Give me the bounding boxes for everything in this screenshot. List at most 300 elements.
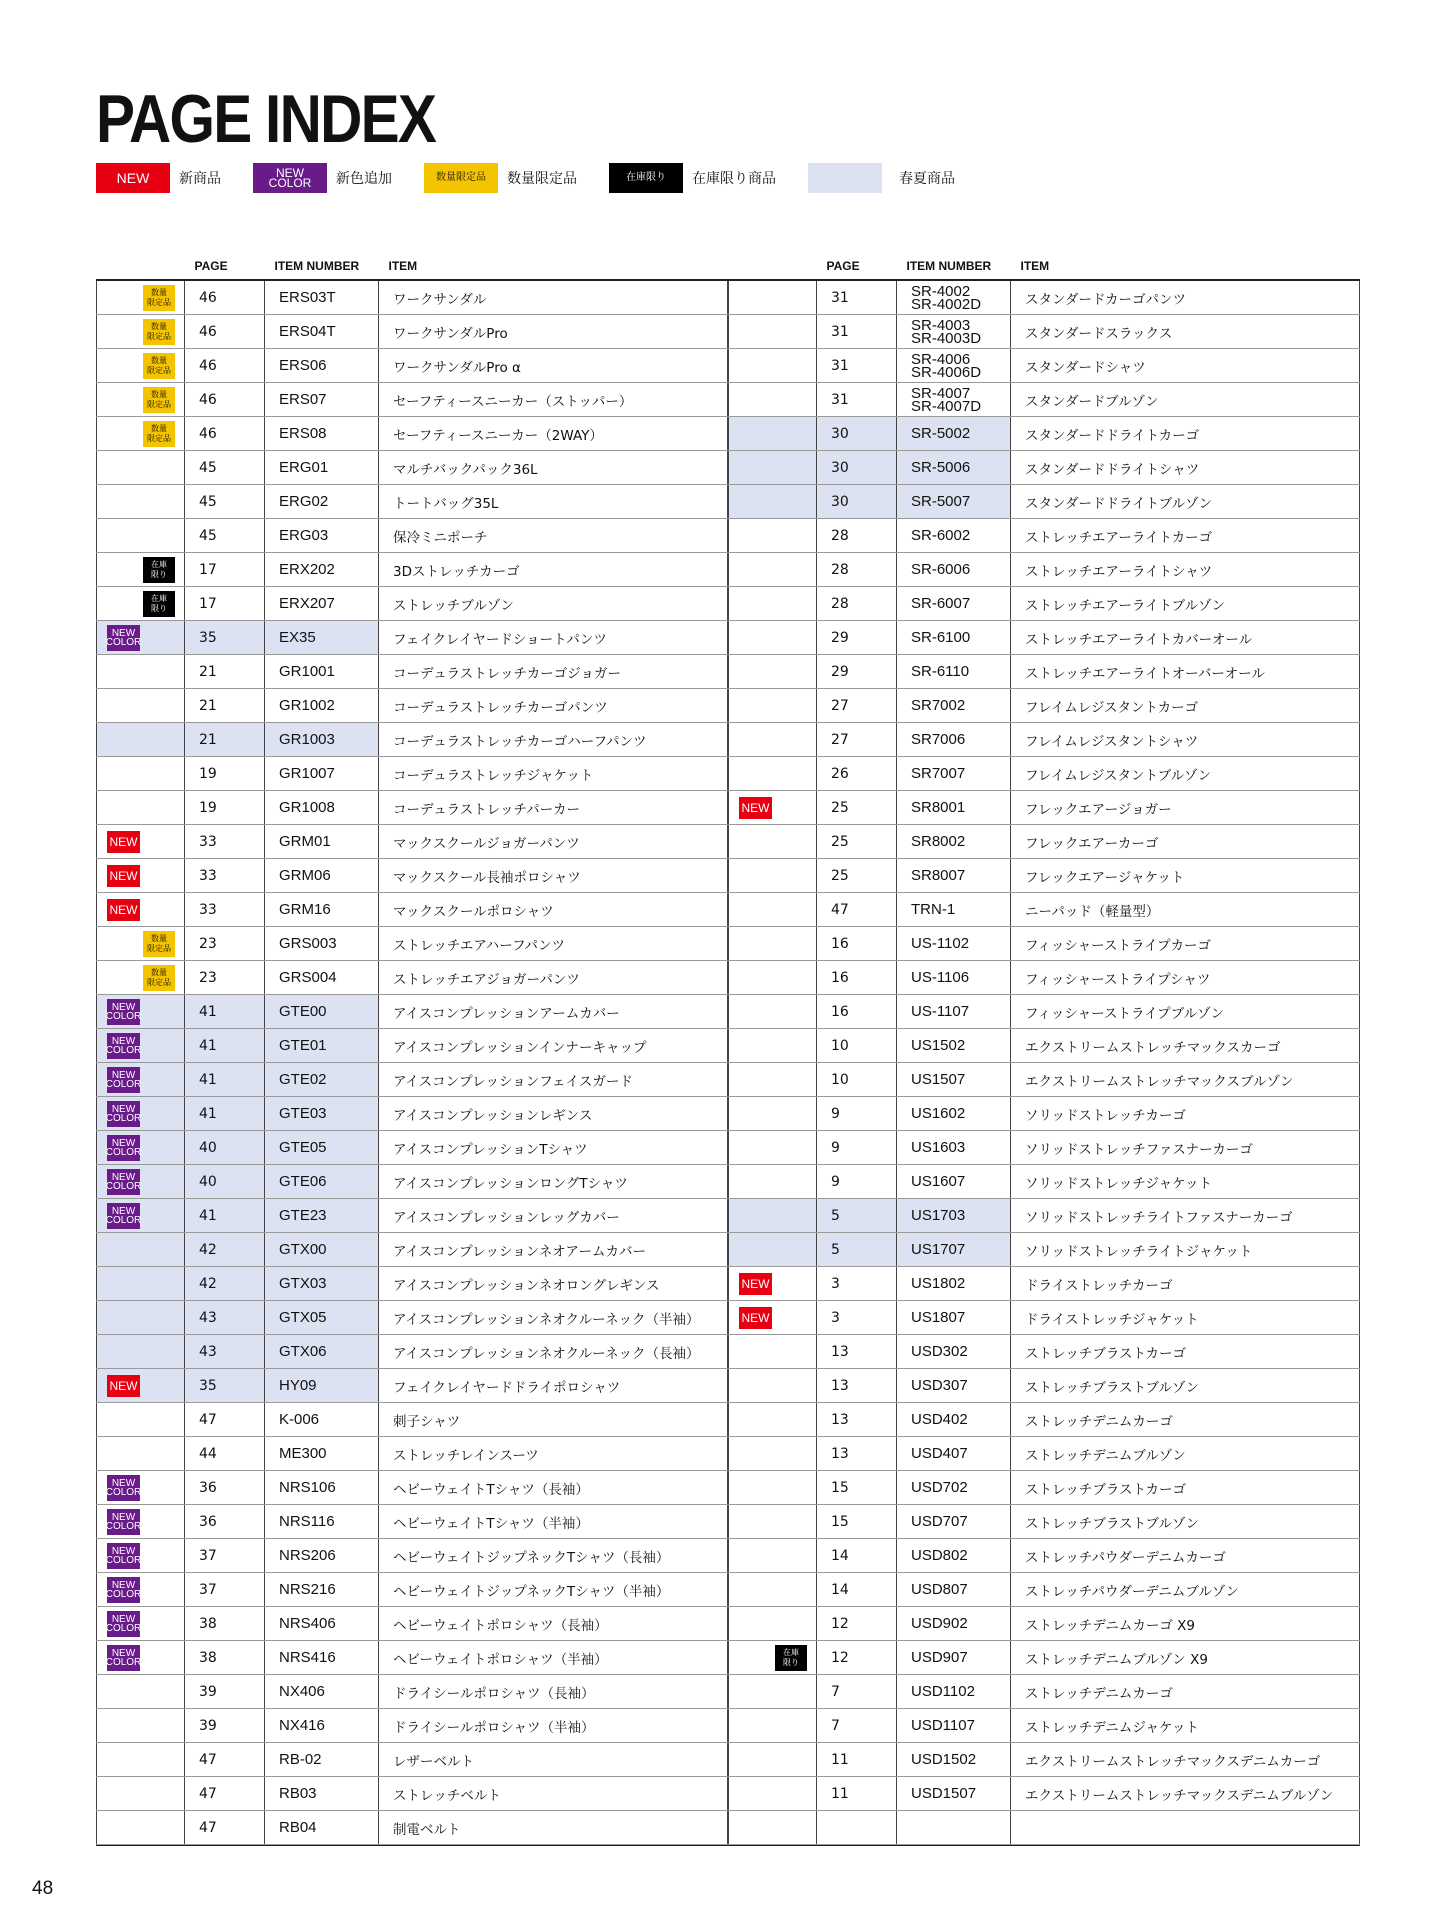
- badge-cell: [729, 451, 817, 485]
- item-number-cell: GRS004: [265, 961, 379, 995]
- item-number-cell: USD1502: [897, 1743, 1011, 1777]
- table-row: [729, 859, 1360, 893]
- page-cell: 12: [817, 1641, 897, 1675]
- badge-cell: [729, 621, 817, 655]
- item-number-cell: US-1107: [897, 995, 1011, 1029]
- badge-cell: [97, 791, 185, 825]
- item-number-cell: ERS03T: [265, 280, 379, 315]
- item-number-cell: GTX06: [265, 1335, 379, 1369]
- page-cell: 21: [185, 723, 265, 757]
- badge-cell: [729, 1573, 817, 1607]
- table-row: [97, 689, 728, 723]
- item-name-cell: ストレッチデニムブルゾン: [1011, 1437, 1360, 1471]
- table-row: [97, 1471, 728, 1505]
- item-number-cell: SR7007: [897, 757, 1011, 791]
- table-header-row: [97, 252, 728, 280]
- badge-cell: [97, 553, 185, 587]
- item-number-cell: NRS416: [265, 1641, 379, 1675]
- item-number-alt: SR-4002D: [911, 295, 982, 313]
- item-number-cell: USD907: [897, 1641, 1011, 1675]
- item-name-cell: ストレッチブラストカーゴ: [1011, 1471, 1360, 1505]
- item-name-cell: アイスコンプレッションネオクルーネック（半袖）: [379, 1301, 728, 1335]
- page-cell: 15: [817, 1471, 897, 1505]
- badge-cell: [729, 1607, 817, 1641]
- item-name-cell: コーデュラストレッチカーゴジョガー: [379, 655, 728, 689]
- item-number-cell: SR-6100: [897, 621, 1011, 655]
- page-cell: 30: [817, 451, 897, 485]
- badge-cell: [97, 1063, 185, 1097]
- badge-cell: [729, 1641, 817, 1675]
- item-name-cell: ストレッチデニムカーゴ: [1011, 1675, 1360, 1709]
- item-number-cell: USD707: [897, 1505, 1011, 1539]
- badge-cell: [97, 417, 185, 451]
- newcolor-badge: NEW COLOR: [107, 1611, 140, 1637]
- table-row: [729, 1097, 1360, 1131]
- item-number-cell: US1602: [897, 1097, 1011, 1131]
- item-name-cell: ソリッドストレッチライトジャケット: [1011, 1233, 1360, 1267]
- item-number-cell: ERG02: [265, 485, 379, 519]
- page-cell: 19: [185, 757, 265, 791]
- new-badge: NEW: [107, 1375, 140, 1397]
- item-number-cell: ERS08: [265, 417, 379, 451]
- item-number-cell: GTE01: [265, 1029, 379, 1063]
- item-name-cell: ドライシールポロシャツ（長袖）: [379, 1675, 728, 1709]
- header-badge: [97, 252, 185, 280]
- item-number-cell: US1802: [897, 1267, 1011, 1301]
- badge-cell: [97, 1539, 185, 1573]
- item-name-cell: フェイクレイヤードドライポロシャツ: [379, 1369, 728, 1403]
- page-cell: 11: [817, 1743, 897, 1777]
- page-cell: 27: [817, 723, 897, 757]
- newcolor-badge: NEW COLOR: [107, 625, 140, 651]
- table-row: [97, 893, 728, 927]
- table-row: [729, 1811, 1360, 1845]
- item-name-cell: ヘビーウェイトジップネックTシャツ（長袖）: [379, 1539, 728, 1573]
- item-number-cell: SR-6002: [897, 519, 1011, 553]
- item-number-cell: US1607: [897, 1165, 1011, 1199]
- item-number-cell: USD702: [897, 1471, 1011, 1505]
- table-row: [729, 655, 1360, 689]
- page-cell: 47: [185, 1743, 265, 1777]
- item-number-cell: GTE23: [265, 1199, 379, 1233]
- page-cell: 11: [817, 1777, 897, 1811]
- new-color-badge: NEW COLOR: [253, 163, 327, 193]
- table-row: [97, 961, 728, 995]
- badge-cell: [97, 1607, 185, 1641]
- header-item: ITEM: [1011, 252, 1360, 280]
- item-name-cell: ストレッチパウダーデニムカーゴ: [1011, 1539, 1360, 1573]
- newcolor-badge: NEW COLOR: [107, 1543, 140, 1569]
- item-number-cell: ERS07: [265, 383, 379, 417]
- badge-cell: [729, 1199, 817, 1233]
- table-row: [729, 1437, 1360, 1471]
- newcolor-badge: NEW COLOR: [107, 1475, 140, 1501]
- page-cell: 15: [817, 1505, 897, 1539]
- badge-cell: [729, 1369, 817, 1403]
- table-row: [97, 315, 728, 349]
- stock-badge: 在庫 限り: [775, 1645, 807, 1671]
- badge-cell: [729, 825, 817, 859]
- item-name-cell: ストレッチブラストブルゾン: [1011, 1505, 1360, 1539]
- badge-cell: [97, 893, 185, 927]
- item-number-cell: NRS206: [265, 1539, 379, 1573]
- page-cell: 36: [185, 1471, 265, 1505]
- item-number-cell: RB04: [265, 1811, 379, 1845]
- table-row: [97, 1505, 728, 1539]
- page-cell: 41: [185, 1097, 265, 1131]
- table-row: [97, 1437, 728, 1471]
- table-row: [729, 349, 1360, 383]
- table-row: [97, 655, 728, 689]
- limited-badge: 数量限定品: [424, 163, 498, 193]
- page-cell: 31: [817, 280, 897, 315]
- page-cell: 5: [817, 1233, 897, 1267]
- item-name-cell: [1011, 1811, 1360, 1845]
- table-row: [97, 621, 728, 655]
- item-number-cell: USD1507: [897, 1777, 1011, 1811]
- item-name-cell: スタンダードカーゴパンツ: [1011, 280, 1360, 315]
- badge-cell: [729, 1777, 817, 1811]
- page-cell: 16: [817, 927, 897, 961]
- page-cell: 3: [817, 1267, 897, 1301]
- table-row: [729, 1267, 1360, 1301]
- item-name-cell: フィッシャーストライプカーゴ: [1011, 927, 1360, 961]
- item-name-cell: ソリッドストレッチライトファスナーカーゴ: [1011, 1199, 1360, 1233]
- item-name-cell: ヘビーウェイトポロシャツ（長袖）: [379, 1607, 728, 1641]
- newcolor-badge: NEW COLOR: [107, 1135, 140, 1161]
- badge-cell: [97, 1709, 185, 1743]
- page-cell: 37: [185, 1539, 265, 1573]
- page-cell: [817, 1811, 897, 1845]
- item-name-cell: ニーパッド（軽量型）: [1011, 893, 1360, 927]
- item-name-cell: コーデュラストレッチカーゴハーフパンツ: [379, 723, 728, 757]
- badge-cell: [729, 1131, 817, 1165]
- legend-label: 新商品: [179, 171, 221, 187]
- item-number-cell: SR-6007: [897, 587, 1011, 621]
- limited-badge: 数量 限定品: [143, 931, 175, 957]
- item-number-cell: [897, 315, 1011, 349]
- item-name-cell: ワークサンダルPro α: [379, 349, 728, 383]
- table-row: [97, 825, 728, 859]
- item-number-cell: GR1003: [265, 723, 379, 757]
- legend-label: 新色追加: [336, 171, 392, 187]
- table-row: [97, 1233, 728, 1267]
- item-number-cell: USD1107: [897, 1709, 1011, 1743]
- table-row: [97, 1029, 728, 1063]
- table-row: [729, 1029, 1360, 1063]
- table-row: [97, 1301, 728, 1335]
- item-name-cell: ドライストレッチカーゴ: [1011, 1267, 1360, 1301]
- table-row: [729, 519, 1360, 553]
- item-number-cell: GTE05: [265, 1131, 379, 1165]
- item-number-alt: SR-4003D: [911, 329, 982, 347]
- item-name-cell: アイスコンプレッションレッグカバー: [379, 1199, 728, 1233]
- index-table-left: [96, 252, 728, 1845]
- item-name-cell: アイスコンプレッションネオアームカバー: [379, 1233, 728, 1267]
- item-number-cell: USD302: [897, 1335, 1011, 1369]
- page-cell: 14: [817, 1539, 897, 1573]
- page-cell: 45: [185, 485, 265, 519]
- item-name-cell: ソリッドストレッチカーゴ: [1011, 1097, 1360, 1131]
- item-name-cell: スタンダードシャツ: [1011, 349, 1360, 383]
- new-badge: NEW: [107, 831, 140, 853]
- item-name-cell: 刺子シャツ: [379, 1403, 728, 1437]
- item-name-cell: ストレッチブラストブルゾン: [1011, 1369, 1360, 1403]
- badge-cell: [729, 1233, 817, 1267]
- badge-cell: [97, 1131, 185, 1165]
- table-row: [97, 553, 728, 587]
- item-name-cell: フレイムレジスタントシャツ: [1011, 723, 1360, 757]
- table-row: [729, 1573, 1360, 1607]
- page-cell: 19: [185, 791, 265, 825]
- item-number-cell: SR-5002: [897, 417, 1011, 451]
- item-number-cell: ERX202: [265, 553, 379, 587]
- header-badge: [729, 252, 817, 280]
- page-cell: 28: [817, 553, 897, 587]
- item-name-cell: ストレッチデニムジャケット: [1011, 1709, 1360, 1743]
- page-cell: 9: [817, 1131, 897, 1165]
- badge-cell: [97, 859, 185, 893]
- table-row: [729, 757, 1360, 791]
- item-name-cell: スタンダードスラックス: [1011, 315, 1360, 349]
- table-row: [729, 383, 1360, 417]
- item-number-cell: SR-6006: [897, 553, 1011, 587]
- item-number-cell: USD402: [897, 1403, 1011, 1437]
- table-row: [729, 1233, 1360, 1267]
- page-cell: 3: [817, 1301, 897, 1335]
- table-row: [729, 1675, 1360, 1709]
- in-stock-only-badge: 在庫限り: [609, 163, 683, 193]
- page-cell: 28: [817, 587, 897, 621]
- page-cell: 46: [185, 349, 265, 383]
- table-row: [729, 723, 1360, 757]
- page-cell: 13: [817, 1403, 897, 1437]
- table-row: [97, 1607, 728, 1641]
- item-number-cell: ERS04T: [265, 315, 379, 349]
- item-number-cell: GTE06: [265, 1165, 379, 1199]
- table-header-row: [729, 252, 1360, 280]
- item-number-cell: USD407: [897, 1437, 1011, 1471]
- item-number-alt: SR-4006D: [911, 363, 982, 381]
- page-cell: 43: [185, 1301, 265, 1335]
- badge-cell: [729, 587, 817, 621]
- badge-cell: [97, 723, 185, 757]
- legend-label: 在庫限り商品: [692, 171, 776, 187]
- item-name-cell: アイスコンプレッションアームカバー: [379, 995, 728, 1029]
- badge-cell: [97, 1335, 185, 1369]
- item-name-cell: ヘビーウェイトジップネックTシャツ（半袖）: [379, 1573, 728, 1607]
- badge-cell: [97, 1029, 185, 1063]
- page-cell: 31: [817, 315, 897, 349]
- table-row: [729, 1403, 1360, 1437]
- item-name-cell: コーデュラストレッチカーゴパンツ: [379, 689, 728, 723]
- item-number-cell: NX406: [265, 1675, 379, 1709]
- table-row: [729, 280, 1360, 315]
- badge-cell: [97, 280, 185, 315]
- item-name-cell: ストレッチレインスーツ: [379, 1437, 728, 1471]
- page-cell: 23: [185, 927, 265, 961]
- item-name-cell: スタンダードドライトブルゾン: [1011, 485, 1360, 519]
- badge-cell: [97, 349, 185, 383]
- page-cell: 36: [185, 1505, 265, 1539]
- item-name-cell: トートバッグ35L: [379, 485, 728, 519]
- badge-cell: [97, 519, 185, 553]
- item-number-cell: K-006: [265, 1403, 379, 1437]
- item-number-cell: ERX207: [265, 587, 379, 621]
- item-number-cell: USD1102: [897, 1675, 1011, 1709]
- new-badge: NEW: [107, 899, 140, 921]
- badge-cell: [729, 553, 817, 587]
- item-number-cell: GRM06: [265, 859, 379, 893]
- stock-badge: 在庫 限り: [143, 591, 175, 617]
- page-cell: 45: [185, 451, 265, 485]
- item-name-cell: 保冷ミニポーチ: [379, 519, 728, 553]
- table-row: [97, 927, 728, 961]
- legend-label: 春夏商品: [899, 171, 955, 187]
- header-page: PAGE: [817, 252, 897, 280]
- table-row: [729, 1063, 1360, 1097]
- item-number-cell: USD802: [897, 1539, 1011, 1573]
- badge-cell: [729, 1709, 817, 1743]
- item-number-cell: SR7006: [897, 723, 1011, 757]
- badge-cell: [97, 1301, 185, 1335]
- page-cell: 39: [185, 1709, 265, 1743]
- page-cell: 21: [185, 689, 265, 723]
- badge-cell: [729, 1267, 817, 1301]
- item-number-cell: GR1002: [265, 689, 379, 723]
- table-row: [97, 1641, 728, 1675]
- page-cell: 47: [185, 1811, 265, 1845]
- item-number-cell: SR7002: [897, 689, 1011, 723]
- table-row: [729, 553, 1360, 587]
- badge-cell: [729, 1165, 817, 1199]
- badge-cell: [729, 1029, 817, 1063]
- page-cell: 35: [185, 621, 265, 655]
- item-name-cell: ヘビーウェイトTシャツ（長袖）: [379, 1471, 728, 1505]
- item-name-cell: マックスクール長袖ポロシャツ: [379, 859, 728, 893]
- item-name-cell: スタンダードブルゾン: [1011, 383, 1360, 417]
- badge-cell: [97, 1403, 185, 1437]
- limited-badge: 数量 限定品: [143, 965, 175, 991]
- legend: [96, 163, 987, 193]
- badge-cell: [729, 995, 817, 1029]
- newcolor-badge: NEW COLOR: [107, 1169, 140, 1195]
- item-number-cell: GRS003: [265, 927, 379, 961]
- table-row: [97, 1335, 728, 1369]
- item-name-cell: エクストリームストレッチマックスデニムブルゾン: [1011, 1777, 1360, 1811]
- item-name-cell: ストレッチデニムカーゴ X9: [1011, 1607, 1360, 1641]
- table-row: [97, 859, 728, 893]
- page-cell: 7: [817, 1709, 897, 1743]
- item-number-cell: SR-5006: [897, 451, 1011, 485]
- badge-cell: [729, 961, 817, 995]
- table-row: [729, 791, 1360, 825]
- item-number-cell: RB03: [265, 1777, 379, 1811]
- item-name-cell: スタンダードドライトシャツ: [1011, 451, 1360, 485]
- table-row: [97, 485, 728, 519]
- badge-cell: [729, 280, 817, 315]
- badge-cell: [729, 1811, 817, 1845]
- badge-cell: [97, 1369, 185, 1403]
- item-number-cell: GTX05: [265, 1301, 379, 1335]
- table-row: [729, 961, 1360, 995]
- item-name-cell: ストレッチエアーライトオーバーオール: [1011, 655, 1360, 689]
- badge-cell: [729, 315, 817, 349]
- item-number-cell: US-1106: [897, 961, 1011, 995]
- badge-cell: [97, 689, 185, 723]
- badge-cell: [97, 1471, 185, 1505]
- table-row: [729, 451, 1360, 485]
- item-number-cell: GR1008: [265, 791, 379, 825]
- item-number-cell: US1703: [897, 1199, 1011, 1233]
- page-cell: 41: [185, 1063, 265, 1097]
- item-number: SR-4007: [911, 384, 971, 402]
- badge-cell: [97, 1811, 185, 1845]
- legend-item-stock: [609, 163, 776, 193]
- badge-cell: [729, 1743, 817, 1777]
- table-row: [729, 1709, 1360, 1743]
- page-cell: 38: [185, 1641, 265, 1675]
- item-number-cell: EX35: [265, 621, 379, 655]
- table-row: [97, 587, 728, 621]
- badge-cell: [729, 723, 817, 757]
- item-name-cell: レザーベルト: [379, 1743, 728, 1777]
- table-row: [97, 1131, 728, 1165]
- item-number-cell: US1502: [897, 1029, 1011, 1063]
- page-cell: 47: [185, 1403, 265, 1437]
- legend-label: 数量限定品: [507, 171, 577, 187]
- page-cell: 16: [817, 961, 897, 995]
- legend-item-newcolor: [253, 163, 392, 193]
- header-page: PAGE: [185, 252, 265, 280]
- badge-cell: [729, 757, 817, 791]
- table-row: [729, 995, 1360, 1029]
- page-cell: 40: [185, 1131, 265, 1165]
- legend-item-spring: [808, 163, 955, 193]
- page-cell: 38: [185, 1607, 265, 1641]
- limited-badge: 数量 限定品: [143, 319, 175, 345]
- badge-cell: [97, 587, 185, 621]
- badge-cell: [729, 1539, 817, 1573]
- page-cell: 40: [185, 1165, 265, 1199]
- page-cell: 30: [817, 417, 897, 451]
- page-cell: 41: [185, 995, 265, 1029]
- item-number-alt: SR-4007D: [911, 397, 982, 415]
- item-number-cell: GTX00: [265, 1233, 379, 1267]
- badge-cell: [729, 1505, 817, 1539]
- page-cell: 46: [185, 280, 265, 315]
- table-row: [97, 417, 728, 451]
- item-name-cell: フレイムレジスタントカーゴ: [1011, 689, 1360, 723]
- item-number-cell: GR1001: [265, 655, 379, 689]
- item-number-cell: USD807: [897, 1573, 1011, 1607]
- item-number-cell: US1603: [897, 1131, 1011, 1165]
- item-name-cell: マックスクールジョガーパンツ: [379, 825, 728, 859]
- page-cell: 44: [185, 1437, 265, 1471]
- badge-cell: [729, 1675, 817, 1709]
- index-tables: [96, 252, 1360, 1846]
- item-number-cell: SR-5007: [897, 485, 1011, 519]
- item-name-cell: アイスコンプレッションネオクルーネック（長袖）: [379, 1335, 728, 1369]
- page-cell: 28: [817, 519, 897, 553]
- item-number-cell: SR8007: [897, 859, 1011, 893]
- item-name-cell: ストレッチブルゾン: [379, 587, 728, 621]
- table-row: [97, 1709, 728, 1743]
- item-name-cell: ドライストレッチジャケット: [1011, 1301, 1360, 1335]
- limited-badge: 数量 限定品: [143, 387, 175, 413]
- badge-cell: [97, 1165, 185, 1199]
- limited-badge: 数量 限定品: [143, 421, 175, 447]
